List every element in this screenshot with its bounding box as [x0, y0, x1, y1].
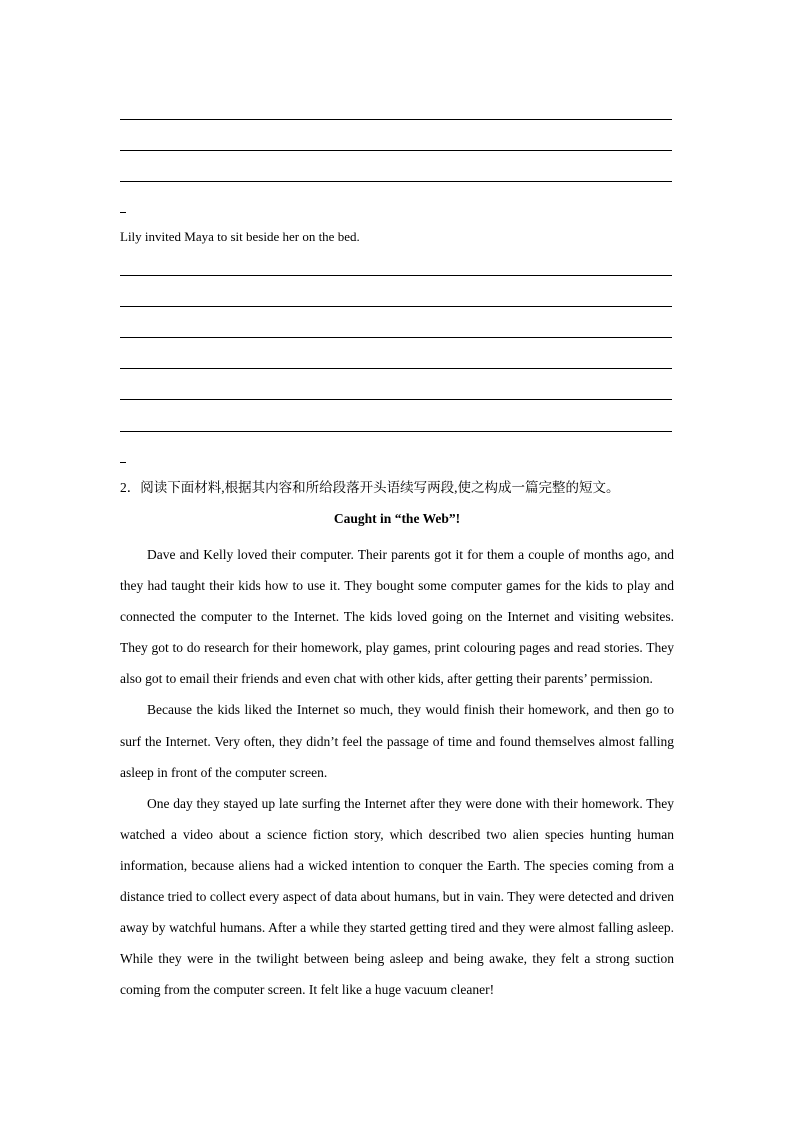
writing-line	[120, 399, 672, 400]
story-title: Caught in “the Web”!	[333, 511, 461, 526]
writing-line	[120, 275, 672, 276]
writing-line	[120, 150, 672, 151]
end-dash	[120, 462, 126, 463]
writing-line	[120, 181, 672, 182]
writing-line	[120, 368, 672, 369]
writing-line	[120, 119, 672, 120]
question-number: 2．	[120, 480, 141, 495]
writing-line	[120, 306, 672, 307]
writing-line	[120, 337, 672, 338]
story-paragraph: Dave and Kelly loved their computer. Their parents got it for them a couple of months ago, and they had taught their kids how to use it. They bought some computer games for the kids to play and connected the computer to the Internet. The kids loved going on the Internet and visiting websites. They got to do research for their homework, play games, print colouring pages and read stories. They also got to email their friends and even chat with other kids, after getting their parents’ permission.	[120, 547, 674, 687]
question-text: 阅读下面材料,根据其内容和所给段落开头语续写两段,使之构成一篇完整的短文。	[140, 480, 620, 495]
story-paragraph: One day they stayed up late surfing the Internet after they were done with their homework. They watched a video about a science fiction story, which described two alien species hunting human information, because aliens had a wicked intention to conquer the Earth. The species coming from a distance tried to collect every aspect of data about humans, but in vain. They were detected and driven away by watchful humans. After a while they started getting tired and they were almost falling asleep. While they were in the twilight between being asleep and being awake, they felt a strong suction coming from the computer screen. It felt like a huge vacuum cleaner!	[120, 795, 674, 998]
end-dash	[120, 212, 126, 213]
writing-line	[120, 431, 672, 432]
paragraph-opener: Lily invited Maya to sit beside her on the bed.	[120, 229, 360, 244]
story-body	[120, 539, 674, 1005]
story-paragraph: Because the kids liked the Internet so much, they would finish their homework, and then go to surf the Internet. Very often, they didn’t feel the passage of time and found themselves almost falling asleep in front of the computer screen.	[120, 702, 674, 780]
question-instruction	[120, 479, 620, 497]
